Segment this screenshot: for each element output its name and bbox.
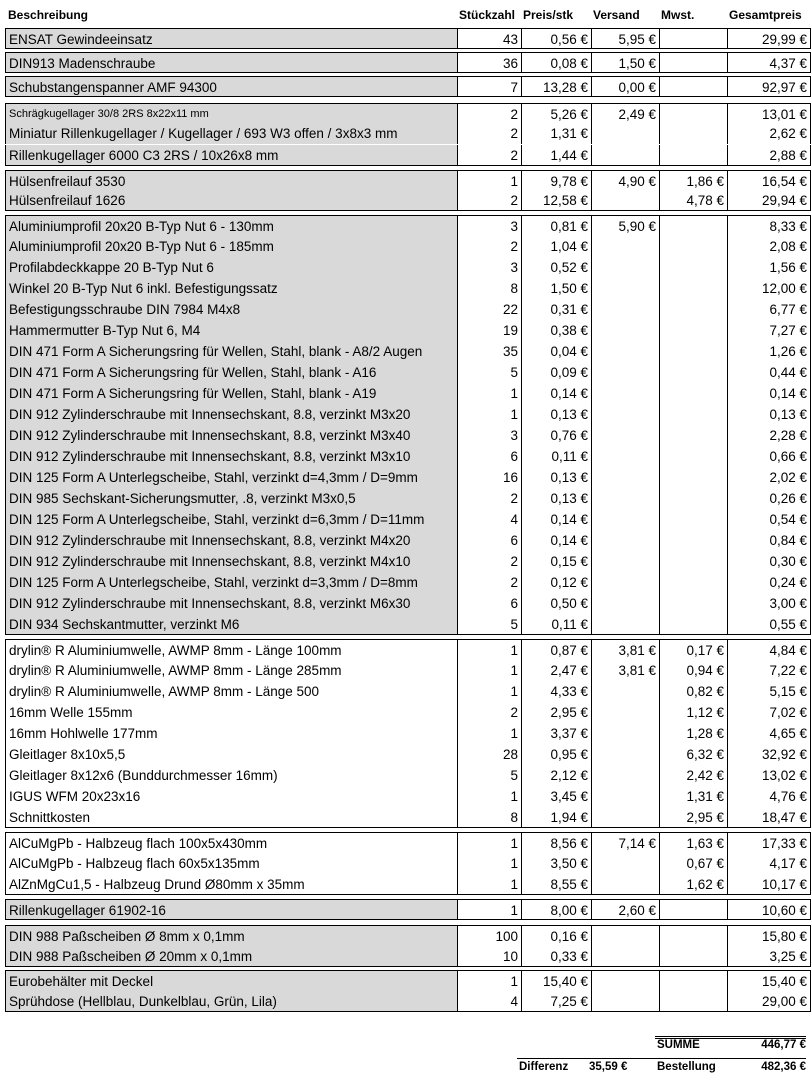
item-description: Gleitlager 8x10x5,5 — [5, 744, 457, 765]
item-unit-price: 2,47 € — [521, 660, 591, 681]
item-quantity: 2 — [457, 123, 521, 144]
item-description: Eurobehälter mit Deckel — [5, 970, 457, 991]
item-total: 3,25 € — [727, 946, 811, 967]
item-unit-price: 0,50 € — [521, 593, 591, 614]
item-description: Hülsenfreilauf 3530 — [5, 170, 457, 191]
item-total: 15,40 € — [727, 970, 811, 991]
item-total: 7,02 € — [727, 702, 811, 723]
item-description: DIN 471 Form A Sicherungsring für Wellen, Stahl, blank - A19 — [5, 383, 457, 404]
item-shipping — [591, 991, 659, 1012]
item-description: DIN 125 Form A Unterlegscheibe, Stahl, verzinkt d=3,3mm / D=8mm — [5, 572, 457, 593]
item-quantity: 4 — [457, 991, 521, 1012]
item-vat — [659, 215, 727, 236]
item-vat — [659, 425, 727, 446]
item-shipping — [591, 145, 659, 166]
item-vat — [659, 530, 727, 551]
item-description: DIN913 Madenschraube — [5, 52, 457, 73]
item-quantity: 35 — [457, 341, 521, 362]
bestellung-rule — [517, 1058, 806, 1059]
item-unit-price: 3,50 € — [521, 853, 591, 874]
item-total: 10,17 € — [727, 874, 811, 895]
item-unit-price: 0,33 € — [521, 946, 591, 967]
item-unit-price: 1,04 € — [521, 236, 591, 257]
item-description: Schubstangenspanner AMF 94300 — [5, 76, 457, 97]
item-description: DIN 912 Zylinderschraube mit Innensechskant, 8.8, verzinkt M3x10 — [5, 446, 457, 467]
item-quantity: 1 — [457, 874, 521, 895]
item-total: 0,30 € — [727, 551, 811, 572]
item-description: Sprühdose (Hellblau, Dunkelblau, Grün, Lila) — [5, 991, 457, 1012]
item-unit-price: 3,45 € — [521, 786, 591, 807]
item-shipping — [591, 278, 659, 299]
item-vat — [659, 446, 727, 467]
item-shipping — [591, 925, 659, 946]
item-total: 0,14 € — [727, 383, 811, 404]
item-description: Rillenkugellager 6000 C3 2RS / 10x26x8 mm — [5, 145, 457, 166]
item-shipping — [591, 744, 659, 765]
item-shipping — [591, 874, 659, 895]
item-shipping: 5,95 € — [591, 28, 659, 49]
item-total: 2,08 € — [727, 236, 811, 257]
item-total: 0,55 € — [727, 614, 811, 635]
item-vat: 1,63 € — [659, 832, 727, 853]
item-unit-price: 4,33 € — [521, 681, 591, 702]
item-vat — [659, 991, 727, 1012]
item-unit-price: 0,11 € — [521, 614, 591, 635]
item-quantity: 1 — [457, 970, 521, 991]
column-header-description: Beschreibung — [8, 8, 89, 22]
item-description: Schrägkugellager 30/8 2RS 8x22x11 mm — [5, 103, 457, 124]
item-total: 0,66 € — [727, 446, 811, 467]
item-shipping — [591, 593, 659, 614]
item-unit-price: 15,40 € — [521, 970, 591, 991]
item-quantity: 8 — [457, 278, 521, 299]
item-shipping — [591, 723, 659, 744]
item-unit-price: 0,81 € — [521, 215, 591, 236]
item-vat — [659, 257, 727, 278]
item-unit-price: 12,58 € — [521, 190, 591, 211]
summe-value: 446,77 € — [761, 1039, 806, 1051]
item-description: DIN 912 Zylinderschraube mit Innensechskant, 8.8, verzinkt M3x20 — [5, 404, 457, 425]
item-description: DIN 471 Form A Sicherungsring für Wellen, Stahl, blank - A8/2 Augen — [5, 341, 457, 362]
item-unit-price: 0,95 € — [521, 744, 591, 765]
item-vat: 0,94 € — [659, 660, 727, 681]
item-description: AlZnMgCu1,5 - Halbzeug Drund Ø80mm x 35mm — [5, 874, 457, 895]
item-vat: 0,17 € — [659, 639, 727, 660]
item-description: 16mm Hohlwelle 177mm — [5, 723, 457, 744]
item-description: Winkel 20 B-Typ Nut 6 inkl. Befestigungssatz — [5, 278, 457, 299]
item-unit-price: 0,76 € — [521, 425, 591, 446]
item-vat — [659, 488, 727, 509]
item-description: Rillenkugellager 61902-16 — [5, 899, 457, 920]
item-vat — [659, 76, 727, 97]
column-header-total: Gesamtpreis — [729, 8, 802, 22]
item-vat: 1,28 € — [659, 723, 727, 744]
item-shipping — [591, 807, 659, 828]
bestellung-value: 482,36 € — [761, 1061, 806, 1073]
item-quantity: 2 — [457, 702, 521, 723]
item-vat: 2,95 € — [659, 807, 727, 828]
item-quantity: 28 — [457, 744, 521, 765]
item-vat — [659, 467, 727, 488]
item-description: drylin® R Aluminiumwelle, AWMP 8mm - Länge 100mm — [5, 639, 457, 660]
item-shipping — [591, 786, 659, 807]
item-total: 7,22 € — [727, 660, 811, 681]
item-description: Miniatur Rillenkugellager / Kugellager / 693 W3 offen / 3x8x3 mm — [5, 123, 457, 144]
item-vat: 4,78 € — [659, 190, 727, 211]
item-total: 12,00 € — [727, 278, 811, 299]
column-header-vat: Mwst. — [661, 8, 695, 22]
item-shipping — [591, 190, 659, 211]
item-quantity: 2 — [457, 103, 521, 124]
item-unit-price: 8,56 € — [521, 832, 591, 853]
item-shipping — [591, 320, 659, 341]
item-unit-price: 5,26 € — [521, 103, 591, 124]
item-unit-price: 0,13 € — [521, 488, 591, 509]
item-description: Aluminiumprofil 20x20 B-Typ Nut 6 - 130mm — [5, 215, 457, 236]
item-unit-price: 0,16 € — [521, 925, 591, 946]
item-vat — [659, 341, 727, 362]
item-shipping: 7,14 € — [591, 832, 659, 853]
item-unit-price: 2,95 € — [521, 702, 591, 723]
item-unit-price: 7,25 € — [521, 991, 591, 1012]
item-vat — [659, 123, 727, 144]
item-total: 7,27 € — [727, 320, 811, 341]
item-vat — [659, 925, 727, 946]
item-total: 4,84 € — [727, 639, 811, 660]
item-quantity: 5 — [457, 614, 521, 635]
item-total: 0,44 € — [727, 362, 811, 383]
item-vat: 1,62 € — [659, 874, 727, 895]
item-shipping: 3,81 € — [591, 639, 659, 660]
item-description: DIN 912 Zylinderschraube mit Innensechskant, 8.8, verzinkt M6x30 — [5, 593, 457, 614]
item-total: 92,97 € — [727, 76, 811, 97]
item-shipping — [591, 946, 659, 967]
item-total: 3,00 € — [727, 593, 811, 614]
column-header-shipping: Versand — [593, 8, 640, 22]
item-description: Aluminiumprofil 20x20 B-Typ Nut 6 - 185mm — [5, 236, 457, 257]
item-total: 0,13 € — [727, 404, 811, 425]
item-quantity: 5 — [457, 362, 521, 383]
item-unit-price: 0,15 € — [521, 551, 591, 572]
item-quantity: 3 — [457, 215, 521, 236]
item-vat — [659, 946, 727, 967]
item-unit-price: 0,11 € — [521, 446, 591, 467]
item-description: Hülsenfreilauf 1626 — [5, 190, 457, 211]
item-description: Hammermutter B-Typ Nut 6, M4 — [5, 320, 457, 341]
item-unit-price: 13,28 € — [521, 76, 591, 97]
item-shipping — [591, 362, 659, 383]
item-shipping: 1,50 € — [591, 52, 659, 73]
item-vat — [659, 970, 727, 991]
item-shipping — [591, 299, 659, 320]
item-quantity: 1 — [457, 170, 521, 191]
item-shipping — [591, 257, 659, 278]
item-shipping — [591, 446, 659, 467]
item-shipping — [591, 236, 659, 257]
item-description: AlCuMgPb - Halbzeug flach 60x5x135mm — [5, 853, 457, 874]
item-quantity: 3 — [457, 257, 521, 278]
item-vat — [659, 145, 727, 166]
item-total: 2,28 € — [727, 425, 811, 446]
item-shipping — [591, 765, 659, 786]
item-quantity: 2 — [457, 572, 521, 593]
item-quantity: 16 — [457, 467, 521, 488]
item-shipping — [591, 509, 659, 530]
item-unit-price: 0,09 € — [521, 362, 591, 383]
column-header-unit-price: Preis/stk — [523, 8, 574, 22]
item-total: 4,76 € — [727, 786, 811, 807]
item-total: 2,62 € — [727, 123, 811, 144]
item-quantity: 6 — [457, 593, 521, 614]
item-shipping — [591, 551, 659, 572]
item-quantity: 2 — [457, 190, 521, 211]
item-description: DIN 985 Sechskant-Sicherungsmutter, .8, verzinkt M3x0,5 — [5, 488, 457, 509]
item-quantity: 1 — [457, 681, 521, 702]
column-header-quantity: Stückzahl — [459, 8, 516, 22]
item-shipping: 4,90 € — [591, 170, 659, 191]
summe-label: SUMME — [657, 1039, 700, 1051]
item-total: 4,17 € — [727, 853, 811, 874]
item-description: Gleitlager 8x12x6 (Bunddurchmesser 16mm) — [5, 765, 457, 786]
item-description: Befestigungsschraube DIN 7984 M4x8 — [5, 299, 457, 320]
item-quantity: 1 — [457, 383, 521, 404]
item-shipping — [591, 681, 659, 702]
item-vat: 1,86 € — [659, 170, 727, 191]
item-total: 1,26 € — [727, 341, 811, 362]
item-quantity: 43 — [457, 28, 521, 49]
item-total: 29,99 € — [727, 28, 811, 49]
item-unit-price: 0,13 € — [521, 404, 591, 425]
item-vat — [659, 278, 727, 299]
item-unit-price: 0,56 € — [521, 28, 591, 49]
item-vat — [659, 103, 727, 124]
differenz-label: Differenz — [519, 1061, 569, 1073]
item-description: AlCuMgPb - Halbzeug flach 100x5x430mm — [5, 832, 457, 853]
item-vat — [659, 28, 727, 49]
item-vat — [659, 383, 727, 404]
item-total: 15,80 € — [727, 925, 811, 946]
item-shipping — [591, 702, 659, 723]
item-quantity: 10 — [457, 946, 521, 967]
item-description: drylin® R Aluminiumwelle, AWMP 8mm - Länge 285mm — [5, 660, 457, 681]
item-quantity: 4 — [457, 509, 521, 530]
item-total: 29,00 € — [727, 991, 811, 1012]
item-unit-price: 0,04 € — [521, 341, 591, 362]
item-description: ENSAT Gewindeeinsatz — [5, 28, 457, 49]
item-vat — [659, 236, 727, 257]
item-shipping — [591, 970, 659, 991]
item-unit-price: 0,14 € — [521, 509, 591, 530]
bestellung-label: Bestellung — [657, 1061, 716, 1073]
item-vat — [659, 299, 727, 320]
item-unit-price: 9,78 € — [521, 170, 591, 191]
item-description: DIN 988 Paßscheiben Ø 8mm x 0,1mm — [5, 925, 457, 946]
item-quantity: 7 — [457, 76, 521, 97]
item-quantity: 2 — [457, 551, 521, 572]
item-unit-price: 8,55 € — [521, 874, 591, 895]
item-total: 13,01 € — [727, 103, 811, 124]
item-total: 6,77 € — [727, 299, 811, 320]
item-unit-price: 1,31 € — [521, 123, 591, 144]
item-vat — [659, 404, 727, 425]
item-quantity: 5 — [457, 765, 521, 786]
item-unit-price: 1,44 € — [521, 145, 591, 166]
item-total: 0,26 € — [727, 488, 811, 509]
item-quantity: 3 — [457, 425, 521, 446]
item-total: 0,84 € — [727, 530, 811, 551]
item-vat — [659, 320, 727, 341]
item-shipping: 3,81 € — [591, 660, 659, 681]
differenz-value: 35,59 € — [589, 1061, 628, 1073]
item-total: 2,02 € — [727, 467, 811, 488]
item-quantity: 1 — [457, 899, 521, 920]
item-quantity: 2 — [457, 145, 521, 166]
item-vat — [659, 509, 727, 530]
item-vat: 6,32 € — [659, 744, 727, 765]
item-total: 18,47 € — [727, 807, 811, 828]
item-quantity: 1 — [457, 786, 521, 807]
item-unit-price: 0,87 € — [521, 639, 591, 660]
item-description: DIN 471 Form A Sicherungsring für Wellen, Stahl, blank - A16 — [5, 362, 457, 383]
item-vat — [659, 593, 727, 614]
item-quantity: 1 — [457, 853, 521, 874]
item-shipping — [591, 404, 659, 425]
item-description: IGUS WFM 20x23x16 — [5, 786, 457, 807]
item-shipping — [591, 425, 659, 446]
item-quantity: 22 — [457, 299, 521, 320]
item-vat: 0,82 € — [659, 681, 727, 702]
item-unit-price: 0,52 € — [521, 257, 591, 278]
item-description: DIN 934 Sechskantmutter, verzinkt M6 — [5, 614, 457, 635]
item-vat — [659, 899, 727, 920]
item-quantity: 8 — [457, 807, 521, 828]
item-total: 1,56 € — [727, 257, 811, 278]
item-unit-price: 0,31 € — [521, 299, 591, 320]
item-description: 16mm Welle 155mm — [5, 702, 457, 723]
item-description: DIN 912 Zylinderschraube mit Innensechskant, 8.8, verzinkt M3x40 — [5, 425, 457, 446]
item-quantity: 1 — [457, 832, 521, 853]
item-vat: 1,31 € — [659, 786, 727, 807]
item-description: Schnittkosten — [5, 807, 457, 828]
item-total: 0,24 € — [727, 572, 811, 593]
item-quantity: 100 — [457, 925, 521, 946]
item-shipping — [591, 572, 659, 593]
item-unit-price: 2,12 € — [521, 765, 591, 786]
item-description: DIN 125 Form A Unterlegscheibe, Stahl, verzinkt d=4,3mm / D=9mm — [5, 467, 457, 488]
item-vat: 1,12 € — [659, 702, 727, 723]
item-shipping — [591, 488, 659, 509]
item-shipping: 0,00 € — [591, 76, 659, 97]
item-total: 13,02 € — [727, 765, 811, 786]
item-unit-price: 0,14 € — [521, 383, 591, 404]
item-quantity: 1 — [457, 723, 521, 744]
item-description: DIN 912 Zylinderschraube mit Innensechskant, 8.8, verzinkt M4x20 — [5, 530, 457, 551]
item-quantity: 19 — [457, 320, 521, 341]
item-vat — [659, 52, 727, 73]
item-description: DIN 988 Paßscheiben Ø 20mm x 0,1mm — [5, 946, 457, 967]
item-description: DIN 912 Zylinderschraube mit Innensechskant, 8.8, verzinkt M4x10 — [5, 551, 457, 572]
item-vat — [659, 572, 727, 593]
item-total: 4,65 € — [727, 723, 811, 744]
item-description: DIN 125 Form A Unterlegscheibe, Stahl, verzinkt d=6,3mm / D=11mm — [5, 509, 457, 530]
item-shipping: 2,60 € — [591, 899, 659, 920]
item-unit-price: 0,08 € — [521, 52, 591, 73]
item-unit-price: 0,12 € — [521, 572, 591, 593]
item-total: 32,92 € — [727, 744, 811, 765]
item-vat — [659, 362, 727, 383]
item-shipping — [591, 123, 659, 144]
item-quantity: 1 — [457, 404, 521, 425]
item-quantity: 2 — [457, 236, 521, 257]
item-total: 2,88 € — [727, 145, 811, 166]
item-quantity: 1 — [457, 639, 521, 660]
item-quantity: 2 — [457, 488, 521, 509]
item-total: 5,15 € — [727, 681, 811, 702]
item-unit-price: 1,94 € — [521, 807, 591, 828]
item-description: Profilabdeckkappe 20 B-Typ Nut 6 — [5, 257, 457, 278]
item-total: 0,54 € — [727, 509, 811, 530]
item-shipping: 2,49 € — [591, 103, 659, 124]
item-unit-price: 3,37 € — [521, 723, 591, 744]
item-shipping: 5,90 € — [591, 215, 659, 236]
item-description: drylin® R Aluminiumwelle, AWMP 8mm - Länge 500 — [5, 681, 457, 702]
item-total: 17,33 € — [727, 832, 811, 853]
item-unit-price: 0,13 € — [521, 467, 591, 488]
item-quantity: 6 — [457, 446, 521, 467]
item-unit-price: 0,38 € — [521, 320, 591, 341]
item-total: 8,33 € — [727, 215, 811, 236]
item-total: 16,54 € — [727, 170, 811, 191]
item-vat — [659, 551, 727, 572]
item-vat — [659, 614, 727, 635]
item-quantity: 36 — [457, 52, 521, 73]
item-vat: 0,67 € — [659, 853, 727, 874]
item-shipping — [591, 383, 659, 404]
item-total: 29,94 € — [727, 190, 811, 211]
item-shipping — [591, 467, 659, 488]
item-quantity: 6 — [457, 530, 521, 551]
item-unit-price: 8,00 € — [521, 899, 591, 920]
item-shipping — [591, 853, 659, 874]
item-quantity: 1 — [457, 660, 521, 681]
item-vat: 2,42 € — [659, 765, 727, 786]
item-shipping — [591, 530, 659, 551]
item-total: 10,60 € — [727, 899, 811, 920]
item-shipping — [591, 341, 659, 362]
item-shipping — [591, 614, 659, 635]
item-total: 4,37 € — [727, 52, 811, 73]
item-unit-price: 0,14 € — [521, 530, 591, 551]
item-unit-price: 1,50 € — [521, 278, 591, 299]
